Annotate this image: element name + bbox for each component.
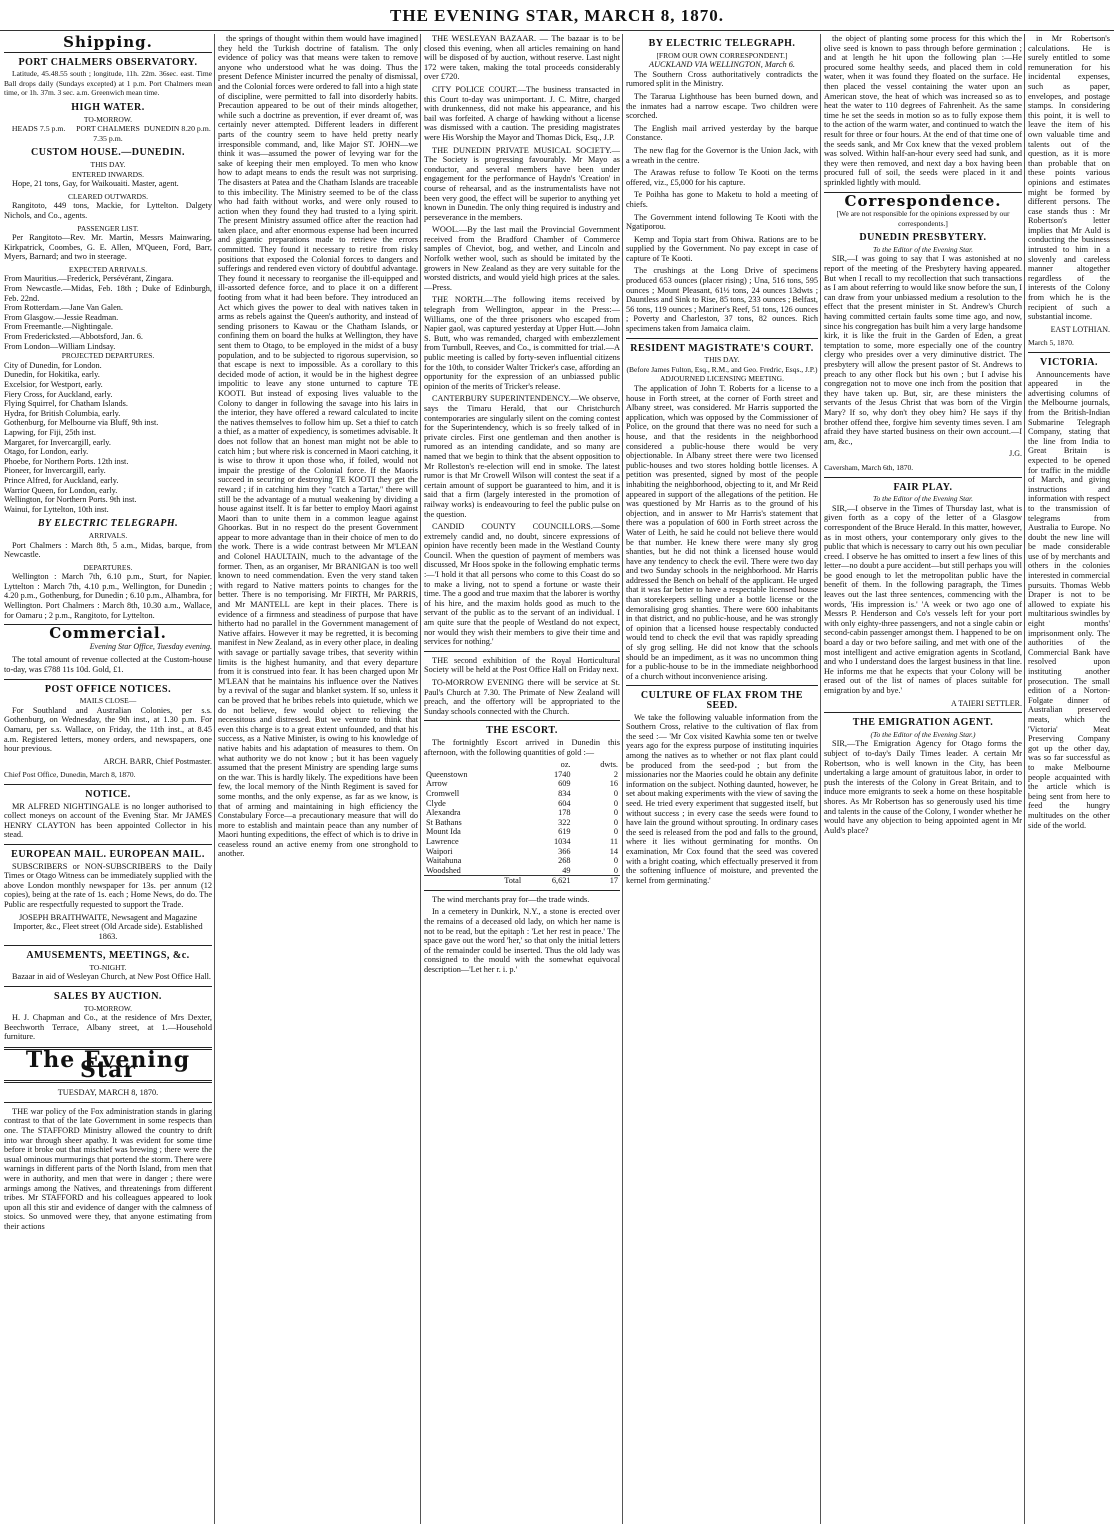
- cell: St Bathans: [426, 817, 462, 827]
- court-before: (Before James Fulton, Esq., R.M., and Geo. Fredric, Esqs., J.P.): [626, 364, 818, 374]
- victoria-text: Announcements have appeared in the advertising columns of the Melbourne journals, from the British-Indian Submarine Telegraph Company, stating that the line from India to Great Britain is expected to be opened for traffic in the middle of March, and giving instructions and information with respect to the transmission of telegrams from Australia to Europe. No doubt the new line will be made considerable use of by merchants and others in the colonies interested in commercial pursuits. Thomas Webb Draper is not to be allowed to expiate his multitarious swindles by eight months' imprisonment only. The authorities of the Commercial Bank have resolved upon instituting another prosecution. The small edition of a Norton-Folgate dinner of Australian preserved meats, which the 'Victoria' Meat Preserving Company got up the other day, was so far successful as to make Melbourne people acquainted with the article which is being sent from here to feed the hungry multitudes on the other side of the world.: [1028, 369, 1110, 830]
- list-item: Flying Squirrel, for Chatham Islands.: [4, 399, 128, 409]
- high-water-heading: HIGH WATER.: [71, 101, 145, 113]
- amusements-heading: AMUSEMENTS, MEETINGS, &c.: [26, 950, 190, 962]
- cell: 16: [609, 779, 618, 789]
- list-item: Margaret, for Invercargill, early.: [4, 437, 111, 447]
- cleared-text: Rangitoto, 449 tons, Mackie, for Lyttelton. Dalgety Nichols, and Co., agents.: [4, 201, 212, 220]
- emigration-heading: THE EMIGRATION AGENT.: [852, 717, 994, 729]
- cell: 604: [558, 798, 571, 808]
- correspondence-heading: Correspondence.: [844, 191, 1002, 210]
- column-1: [4, 34, 212, 1524]
- table-row: [424, 770, 620, 780]
- news-canterbury: CANTERBURY SUPERINTENDENCY.—We observe, says the Timaru Herald, that our Christchurch contemporaries are singularly silent on the coming contest for the Superintendency, which is so freely talked of in private circles. First one gentleman and then another is rumored as an intending candidate, and so many are named that we begin to think that the absent opposition to Mr Rolleston's re-election will end in smoke. The latest rumor is that Mr Crowell Wilson will contest the seat if a certain amount of support be guaranteed to him, and it is said that a firm (largely interested in the promotion of railway works) is endeavouring to feel the public pulse on the question.: [424, 394, 620, 519]
- expected-list: [4, 274, 212, 351]
- divider: [626, 338, 818, 339]
- telegram-item: Kemp and Topia start from Ohiwa. Rations are to be supplied by the Government. No pay except in case of capture of Te Kooti.: [626, 234, 818, 263]
- column-rule: [622, 34, 623, 1524]
- flax-text: We take the following valuable information from the Southern Cross, relative to the cultivation of flax from the seed :— 'Mr Cox visited Kawhia some ten or twelve years ago for the express purpose of instituting inquiries among the natives as to whether or not flax plant could be produced from the seed-pod ; but from the missionaries nor the Maories could he obtain any definite information on the subject. Nothing daunted, however, he set about making experiments with the view of saving the seed. He tried every experiment that suggested itself, but without success ; in every case the seeds were found to have lain the ground without sprouting. In ordinary cases the seed is released from the pod and falls to the ground, where it lies without germinating for months. On examination, Mr Cox found that the seed was covered with a bright coating, which effectually preserved it from the softening influence of moisture, and prevented the kernel from germinating.': [626, 712, 818, 885]
- list-item: From Glasgow.—Jessie Readman.: [4, 312, 119, 322]
- table-row: [424, 827, 620, 837]
- list-item: Gothenburg, for Melbourne via Bluff, 9th inst.: [4, 418, 159, 428]
- column-rule: [820, 34, 821, 1524]
- presbytery-signature: J.G.: [1009, 449, 1022, 459]
- list-item: From Rotterdam.—Jane Van Galen.: [4, 303, 123, 313]
- cell: 0: [613, 808, 618, 818]
- divider: [4, 945, 212, 946]
- column-2: [218, 34, 418, 1524]
- list-item: From Newcastle.—Midas, Feb. 18th ; Duke of Edinburgh, Feb. 22nd.: [4, 284, 212, 303]
- cell: 609: [558, 779, 571, 789]
- sales-heading: SALES BY AUCTION.: [54, 991, 162, 1003]
- news-candid: CANDID COUNTY COUNCILLORS.—Some extremely candid and, no doubt, sincere expressions of opinion have recently been made in the Westland County Council. When the question of payment of members was discussed, Mr Hoos spoke in the following emphatic terms :—'I hold it that all persons who come to this Coast do so to make a living, not to spend a fortune or waste their time. The a good and true maxim that the laborer is worthy of his hire, and the maxim holds good as much to the servant of the public as to the servant of an individual. I am quite sure that the people of Westland do not expect, nor would they wish their members to give their time and services for nothing.': [424, 522, 620, 647]
- auckland-dateline: AUCKLAND VIA WELLINGTON, March 6.: [649, 60, 795, 70]
- cell: 0: [613, 788, 618, 798]
- column-rule: [1024, 34, 1025, 1524]
- post-heading: POST OFFICE NOTICES.: [44, 683, 172, 695]
- table-row: [424, 818, 620, 828]
- tel-arrivals-heading: ARRIVALS.: [88, 530, 128, 540]
- telegram-item: Te Poihha has gone to Maketu to hold a meeting of chiefs.: [626, 190, 818, 209]
- date-line: TUESDAY, MARCH 8, 1870.: [57, 1088, 159, 1098]
- shipping-heading: Shipping.: [63, 34, 153, 51]
- tide-dunedin: DUNEDIN 8.20 p.m.: [143, 124, 211, 134]
- news-wind: The wind merchants pray for—the trade winds.: [432, 894, 590, 904]
- list-item: Fiery Cross, for Auckland, early.: [4, 389, 113, 399]
- list-item: Prince Alfred, for Auckland, early.: [4, 475, 119, 485]
- tide-table: [4, 124, 212, 143]
- cell: 6,621: [551, 876, 571, 886]
- european-signature: JOSEPH BRAITHWAITE, Newsagent and Magazine Importer, &c., Fleet street (Old Arcade side). Established 1863.: [13, 912, 203, 941]
- projected-list: [4, 361, 212, 515]
- divider: [424, 720, 620, 721]
- court-sub: ADJOURNED LICENSING MEETING.: [660, 374, 784, 384]
- table-total: [424, 876, 620, 886]
- telegram-item: The new flag for the Governor is the Union Jack, with a wreath in the centre.: [626, 145, 818, 165]
- emigration-to: (To the Editor of the Evening Star.): [870, 729, 976, 739]
- fair-play-to: To the Editor of the Evening Star.: [873, 494, 973, 504]
- cell: Queenstown: [426, 769, 468, 779]
- escort-heading: THE ESCORT.: [486, 725, 558, 737]
- tomorrow: TO-MORROW.: [83, 1003, 133, 1013]
- custom-heading: CUSTOM HOUSE.—DUNEDIN.: [31, 147, 185, 159]
- telegram-item: The Arawas refuse to follow Te Kooti on the terms offered, viz., £5,000 for his capture.: [626, 168, 818, 187]
- news-musical: THE DUNEDIN PRIVATE MUSICAL SOCIETY.—The Society is progressing favourably. Mr Mayo as conductor, and several members have been under engagement for the performance of Haydn's 'Creation' in course of rehearsal, and as the instrumentalists have not been very good, the effect will be superior to anything yet known in Dunedin. The only thing required is industry and perseverance in the members.: [424, 145, 620, 222]
- fair-play-signature: A TAIERI SETTLER.: [951, 698, 1022, 708]
- fair-play-heading: FAIR PLAY.: [893, 481, 953, 493]
- cell: 2: [613, 769, 618, 779]
- table-header: [424, 760, 620, 770]
- divider: [4, 679, 212, 680]
- expected-heading: EXPECTED ARRIVALS.: [68, 264, 148, 274]
- masthead-title: THE EVENING STAR, MARCH 8, 1870.: [390, 6, 724, 25]
- cleared-outwards: CLEARED OUTWARDS.: [68, 191, 148, 201]
- notice-text: MR ALFRED NIGHTINGALE is no longer authorised to collect moneys on account of the Evening Star. Mr JAMES HENRY CLAYTON has been appointed Collector in his stead.: [4, 801, 212, 840]
- list-item: From London—William Lindsay.: [4, 341, 116, 351]
- list-item: Dunedin, for Hokitika, early.: [4, 370, 100, 380]
- divider: [4, 986, 212, 987]
- news-wool: WOOL.—By the last mail the Provincial Government received from the Bradford Chamber of Commerce samples of Cheviot, bog, and wether, and Lincoln and Norfolk wether wool, such as should be imitated by the growers in New Zealand as they are very suitable for the worsted districts, and would yield high prices at the sales.—Press.: [424, 225, 620, 292]
- post-text: For Southland and Australian Colonies, per s.s. Gothenburg, on Wednesday, the 9th inst., at 1.30 p.m. For Oamaru, per s.s. Wallace, on Friday, the 11th inst., at 8.45 a.m. Registered letters, money orders, and newspapers, one hour previous.: [4, 705, 212, 754]
- post-signature: ARCH. BARR, Chief Postmaster.: [103, 756, 212, 766]
- cell: Alexandra: [426, 808, 461, 818]
- column-3: [424, 34, 620, 1524]
- telegraph-sub: [FROM OUR OWN CORRESPONDENT.]: [656, 50, 788, 60]
- court-text: The application of John T. Roberts for a license to a house in Forth street, at the corner of Forth street and Albany street, was considered. Mr Harris supported the application, which was opposed by the Commissioner of Police, on the ground that there was no need for such a house, and that the residents in the neighborhood considered a public-house there would be very objectionable. In Albany street there were two licensed public-houses and two stores holding bottle licenses. A petition was presented, signed by most of the people inhabiting the neighborhood, objecting to it, and Mr Reid appeared in support of the allegations of the petition. He was questioned by Mr Harris as to the ground of his objection, and in answer to Mr Harris's statement that there was a population of 600 in Forth street across the Water of Leith, he said he could not believe there would be that number. He knew there were many sly grog shanties, but he did not think a licensed house would have any tendency to check the evil. There were two day and two Sunday schools in the neighborhood. Mr Harris addressed the Bench on behalf of the applicant. He urged that it was far better to have a respectable licensed house than storekeepers selling under a bottle license or the demoralising grog shanties. There were 600 inhabitants in that district, and no public-house, and he was strongly of opinion that a licensed house respectably conducted would tend to check the evil that was rapidly spreading of sly grog selling. He did not know that the schools should be an impediment, as it was no uncommon thing for a public-house to be in the immediate neighborhood of a church without inconvenience arising.: [626, 384, 818, 681]
- cell: 0: [613, 798, 618, 808]
- this-day: THIS DAY.: [90, 159, 126, 169]
- news-cemetery: In a cemetery in Dunkirk, N.Y., a stone is erected over the remains of a deceased old lady, on which her name is not to be read, but the epitaph : 'Let her rest in peace.' The space gave out the word 'her,' so that only the initial letters of the remainder could be inserted. Thus the old lady was consigned to the mould with the somewhat equivocal description—'Let her r. i. p.': [424, 907, 620, 975]
- european-text: SUBSCRIBERS or NON-SUBSCRIBERS to the Daily Times or Otago Witness can be immediately supplied with the above London monthly newspaper for 13s. per annum (12 copies), being at the rate of 1s. each ; Home News, do do. The Public are respectfully requested to support the Trade.: [4, 861, 212, 909]
- fair-play-text: SIR,—I observe in the Times of Thursday last, what is given forth as a copy of the letter of a Glasgow correspondent of the Bruce Herald. In this matter, however, as in most others, your contemporary only gives to the public that which is necessary to carry out his own peculiar creed. I observe he has omitted to insert a few lines of this letter—no doubt a pure accident—but still perhaps you will be good enough to let the metropolitan public have the benefit of them. In the following paragraph, the Times leaves out the last three sentences, commencing with the words, 'His impression is.' 'A week or two ago one of Messrs P. Henderson and Co's vessels left for your port with only eighty-three passengers, and not a single cabin or second-cabin passenger amongst them. I happened to be on board a day or two before sailing, and met with one of the most intelligent and active emigration agents in Scotland, and who I understand does the largest business in that line. He informs me that he expects that your Colony will be erased out of the list of names of places suitable for emigration by and bye.': [824, 503, 1022, 695]
- telegram-item: The Government intend following Te Kooti with the Ngatiporou.: [626, 212, 818, 232]
- tonight: TO-NIGHT.: [89, 962, 127, 972]
- news-service: TO-MORROW EVENING there will be service at St. Paul's Church at 7.30. The Primate of New Zealand will preach, and the offertory will be appropriated to the Sunday schools connected with the Church.: [424, 678, 620, 716]
- leader-continued: the springs of thought within them would have imagined they held the Turkish doctrine of fatalism. The only evidence of policy was that means were taken to remove anyone who understood what he was doing. Thus the present Defence Minister incurred the penalty of dismissal, and the Colonial forces were ordered to fall into a high state of discipline, were permitted to fall into disorderly habits. Precaution appeared to be out of their minds altogether, while such a doctrine as prevention, if ever dreamt of, was certainly never attempted. Different leaders in different parts of the country seem to have held pretty nearly irresponsible command, and, like Major ST. JOHN—we think it was—assumed the power of levying war for the sake of keeping their men employed. To men who know how to adapt means to ends the result was not surprising. The disasters at Patea and the Chatham Islands are traceable to this imbecility. The Ministry seemed to be of the class who had faith without works, and were only roused to action when they found they had trusted to a lying spirit. The present Ministry assumed office after the reaction had taken place, and after enormous expense had been incurred and gigantic preparations made to retrieve the errors committed. They found it necessary to retire from risky positions that exposed the Colonial forces to dangers and sufferings and rendered even victory of doubtful advantage. They found it necessary to reorganise the ill-equipped and ill-assorted defence force, and to place it on a different footing from what it had been before. They introduced an Act which gives the power to deal with natives taken in arms as rebels against the Queen's authority, and instead of sending prisoners to Kawau or the Chatham Islands, or confining them on board the hulks at Wellington, they have sent them to Otago, to be employed in the midst of a busy population, and to be subjected to rigorous supervision, so that escape is next to impossible. As a corollary to this decided mode of action, it would be in the highest degree impolitic to leave any stone unturned to capture TE KOOTI. But instead of exposing lives valuable to the Colony to danger in following the savage into his lairs in the interior, they have offered a reward calculated to incite the natives themselves to follow him up. Set a thief to catch a thief, as a matter of expediency, is sometimes advisable. It does not follow that an honest man might not be able to catch him ; but where risk is concerned in Maori catching, it is wise to throw it upon those who, if foiled, would not impair the prestige of the Colonial force. If the Maoris succeed in securing or destroying TE KOOTI they get the reward ; if in catching him they "catch a Tartar," there will still be the advantage of a mutual weakening by dividing a house against itself. It is far better to employ Maori against Maori than to unite them in a common league against Ghoorkas. But in no respect do the present Government appear to more advantage than in their choice of men to do the work. There is a wide contrast between Mr M'LEAN and Colonel HAULTAIN, much to the advantage of the former. Then, as an organiser, Mr BRANIGAN is too well known to need commendation. Even the very stand taken with regard to Native matters points to changes for the better. There is no temporising. Mr FIRTH, Mr PARRIS, and Mr MANTELL are kept in their places. There is evidence of a firmness and steadiness of purpose that have hitherto had no parallel in the Government management of Native affairs. However it may be regretted, it is becoming manifest in New Zealand, as in every other place, in dealing with savage or partially savage tribes, that severity within limits is the highest humanity, and that every departure from it is construed into fear. It has been charged upon Mr M'LEAN that he maintains his influence over the Natives by a revival of the sugar and blanket system. If so, unless it can be proved that he bribes rebels into quietude, which we do not believe, few would object to relieving the necessitous and distressed. But we venture to think that even this charge is to a great extent unfounded, and that his success, as a Native Minister, is owing to his knowledge of native habits and his adaptation of measures to them. On what authority we do not know ; but it has been vaguely assumed that the present Ministry are spending large sums on the war. This is hardly likely. The expeditions have been few, the local memory of the Ninth Regiment is saved for some months, and the only expense, as far as we know, is that of arming and maintaining in high efficiency the Constabulary Force—a precautionary measure that will do more to establish and maintain peace than any number of Maori hunting expeditions, the effect of which is to drive in ceaseless round an active enemy from one stronghold to another.: [218, 34, 418, 859]
- divider: [626, 685, 818, 686]
- news-north: THE NORTH.—The following items received by telegraph from Wellington, appear in the Press:—Williams, one of the three prisoners who escaped from Napier gaol, was captured yesterday at Upper Hutt.—John S. Butt, who was remanded, charged with embezzlement from Turnbull, Reeves, and Co., is committed for trial.—A public meeting is called by forty-seven influential citizens for the 10th, to consider Walter Tricker's case, affording an opportunity for the expression of an unbiassed public opinion of the merits of Tricker's release.: [424, 295, 620, 391]
- tel-departures-heading: DEPARTURES.: [83, 562, 133, 572]
- amusements-text: Bazaar in aid of Wesleyan Church, at New Post Office Hall.: [12, 972, 212, 982]
- table-row: [424, 866, 620, 876]
- cell: Waitahuna: [426, 856, 462, 866]
- passenger-heading: PASSENGER LIST.: [77, 223, 139, 233]
- cell: Total: [504, 876, 522, 886]
- cell: Arrow: [426, 779, 448, 789]
- european-heading: EUROPEAN MAIL. EUROPEAN MAIL.: [11, 848, 205, 860]
- entered-text: Hope, 21 tons, Gay, for Waikouaiti. Master, agent.: [12, 179, 179, 189]
- presbytery-text: SIR,—I was going to say that I was astonished at no report of the meeting of the Presbytery having appeared. But when I recall to my recollection that such transactions as I am about referring to would like snow before the sun, I can draw from your unbiassed medium a resolution to the effect that the present minister in St. Andrew's Church having committed certain faults some time ago, and now, since his congregation has built him a very large handsome kirk, it is like the fruit in the Garden of Eden, a great temptation to some, more especially one of the country clergy who presides over a very diminutive district. The presbytery will allow the present pastor of St. Andrews to preach to any other flock but his own ; but I advise his congregation not to move one inch from the position that they have taken up. But, sir, are these ministers the servants of the Jesus Christ that was born of the Virgin Mary? If so, why don't they obey him? He says if thy brother offend thee, forgive him seventy times seven. I am afraid they have started business on their own account.—I am, &c.,: [824, 254, 1022, 446]
- entered-inwards: ENTERED INWARDS.: [71, 169, 145, 179]
- gold-table: [424, 760, 620, 886]
- observatory-text: Latitude, 45.48.55 south ; longitude, 11h. 22m. 36sec. east. Time Ball drops daily (Sundays excepted) at 1 p.m. Port Chalmers mean time, or 1h. 37m. 3 sec. a.m. Greenwich mean time.: [4, 69, 212, 98]
- commercial-heading: Commercial.: [49, 624, 167, 643]
- paper-title: The Evening Star: [25, 1047, 191, 1083]
- telegram-item: The Southern Cross authoritatively contradicts the rumored split in the Ministry.: [626, 69, 818, 89]
- cell: 366: [558, 846, 571, 856]
- notice-heading: NOTICE.: [85, 788, 131, 800]
- list-item: From Fredericksted.—Abbotsford, Jan. 6.: [4, 332, 143, 342]
- leader-text: THE war policy of the Fox administration stands in glaring contrast to that of the late Government in some respects than one. The STAFFORD Ministry allowed the country to drift into war through sheer apathy. It was evident for some time before it broke out that mischief was brewing ; there were the usual ominous murmurings that portend the storm. There were warnings in different parts of the North Island, from men that were in authority, and men that were in danger ; there were armings among the Natives, and threatenings from different tribes. Mr STAFFORD and his colleagues appeared to look upon all this stir and evidence of danger with the calmness of stoics. So unmoved were they, that anyone estimating from their actions: [4, 1106, 212, 1231]
- flax-heading: CULTURE OF FLAX FROM THE SEED.: [640, 690, 804, 711]
- presbytery-date: Caversham, March 6th, 1870.: [824, 462, 914, 472]
- cell: Cromwell: [426, 788, 460, 798]
- divider: [4, 52, 212, 53]
- cell: 322: [558, 817, 571, 827]
- list-item: Otago, for London, early.: [4, 447, 89, 457]
- cell: 0: [613, 817, 618, 827]
- list-item: Warrior Queen, for London, early.: [4, 485, 118, 495]
- divider: [4, 1102, 212, 1103]
- cell: 178: [558, 808, 571, 818]
- divider: [424, 651, 620, 652]
- divider: [4, 784, 212, 785]
- table-row: [424, 808, 620, 818]
- news-horticultural: THE second exhibition of the Royal Horticultural Society will be held at the Post Office Hall on Friday next.: [424, 655, 620, 675]
- cell: 268: [558, 856, 571, 866]
- list-item: Wellington, for Northern Ports. 9th inst.: [4, 495, 137, 505]
- telegraph-heading: BY ELECTRIC TELEGRAPH.: [37, 518, 179, 530]
- cell: 0: [613, 827, 618, 837]
- table-row: [424, 799, 620, 809]
- list-item: Lapwing, for Fiji, 25th inst.: [4, 427, 96, 437]
- tide-heads: HEADS 7.5 p.m.: [11, 124, 66, 134]
- commercial-office: Evening Star Office, Tuesday evening.: [89, 641, 212, 651]
- cell: 0: [613, 856, 618, 866]
- cell: Mount Ida: [426, 827, 461, 837]
- court-heading: RESIDENT MAGISTRATE'S COURT.: [630, 342, 814, 354]
- mails-close: MAILS CLOSE—: [79, 696, 137, 706]
- divider: [824, 477, 1022, 478]
- cell: 1034: [553, 836, 571, 846]
- telegram-item: The crushings at the Long Drive of specimens produced 653 ounces (placer rising) ; Una, 516 tons, 595 ounces ; Mount Pleasant, 61½ tons, 24 ounces 13dwts ; Dauntless and Sink to Rise, 85 tons, 233 ounces ; Belfast, 56 tons, 119 ounces ; Mariner's Reef, 51 tons, 126 ounces ; Poverty and Charleston, 37 tons, 82 ounces. Rich specimens taken from Jamaica claim.: [626, 266, 818, 334]
- telegram-item: The Tararua Lighthouse has been burned down, and the inmates had a narrow escape. Two children were scorched.: [626, 91, 818, 121]
- table-row: [424, 856, 620, 866]
- list-item: Wainui, for Lyttelton, 10th inst.: [4, 504, 109, 514]
- divider: [824, 712, 1022, 713]
- table-row: [424, 837, 620, 847]
- cell: Woodshed: [426, 865, 461, 875]
- column-rule: [420, 34, 421, 1524]
- telegraph-heading-2: BY ELECTRIC TELEGRAPH.: [648, 38, 796, 49]
- emigration-date: March 5, 1870.: [1028, 338, 1074, 348]
- cell: 834: [558, 788, 571, 798]
- victoria-heading: VICTORIA.: [1040, 357, 1098, 368]
- high-water-sub: TO-MORROW.: [83, 114, 133, 124]
- list-item: From Mauritius.—Frederick, Persévérant, Zingara.: [4, 274, 174, 284]
- list-item: Pioneer, for Invercargill, early.: [4, 466, 106, 476]
- presbytery-to: To the Editor of the Evening Star.: [873, 244, 973, 254]
- cell: 49: [562, 865, 571, 875]
- divider: [1028, 352, 1110, 353]
- news-bazaar: THE WESLEYAN BAZAAR. — The bazaar is to be closed this evening, when all articles remaining on hand will be disposed of by auction, without reserve. Last night 172 were taken, making the total proceeds considerably over £720.: [424, 34, 620, 82]
- list-item: From Freemantle.—Nightingale.: [4, 322, 113, 332]
- post-signature-2: Chief Post Office, Dunedin, March 8, 1870.: [4, 770, 136, 780]
- column-rule: [214, 34, 215, 1524]
- sales-text: H. J. Chapman and Co., at the residence of Mrs Dexter, Beechworth Terrace, Albany street, at 1.—Household furniture.: [4, 1013, 212, 1042]
- tel-departures-text: Wellington : March 7th, 6.10 p.m., Sturt, for Napier. Lyttelton : March 7th, 4.10 p.m., Wellington, for Dunedin ; 4.20 p.m., Gothenburg, for Dunedin ; 6.10 p.m., Alhambra, for Wellington. Port Chalmers : March 8th, 10.30 a.m., Wallace, for Oamaru ; 2 p.m., Rangitoto, for Lyttelton.: [4, 572, 212, 620]
- divider: [424, 890, 620, 891]
- masthead: [0, 0, 1114, 31]
- emigration-text: SIR,—The Emigration Agency for Otago forms the subject of to-day's Daily Times leader. A certain Mr Robertson, who is well known in the City, has been undertaking a large amount of gratuitous labor, in order to push the interests of the Colony in Great Britain, and to induce more emigrants to seek a home on these hospitable shores. As Mr Robertson has so generously used his time and talents in the cause of the Colony, I wonder whether he would have any objection to being appointed agent in Mr Auld's place?: [824, 739, 1022, 835]
- list-item: Hydra, for British Columbia, early.: [4, 408, 121, 418]
- cell: 0: [613, 865, 618, 875]
- passenger-text: Per Rangitoto—Rev. Mr. Martin, Messrs Mainwaring, Kirkpatrick, Coombes, G. E. Allen, M'Queen, Ford, Barr, Myers, Barnard; and two in steerage.: [4, 233, 212, 262]
- divider: [4, 844, 212, 845]
- cell: 619: [558, 827, 571, 837]
- cell: Lawrence: [426, 836, 459, 846]
- presbytery-heading: DUNEDIN PRESBYTERY.: [859, 232, 987, 244]
- telegram-item: The English mail arrived yesterday by the barque Constance.: [626, 123, 818, 143]
- emigration-continued: in Mr Robertson's calculations. He is surely entitled to some remuneration for his incidental expenses, such as paper, envelopes, and postage stamps. In considering this point, it is well to leave the item of his own valuable time and talents out of the question, as it is more than probable that on these points various opinions and estimates might be formed by different persons. The case stands thus : Mr Robertson's letter implies that Mr Auld is conducting the business intrusted to him in a slovenly and careless manner altogether regardless of the interests of the Colony from which he is the recipient of such a substantial income.: [1028, 34, 1110, 322]
- unit-oz: oz.: [560, 760, 571, 770]
- cell: Clyde: [426, 798, 446, 808]
- cell: Waipori: [426, 846, 453, 856]
- table-row: [424, 789, 620, 799]
- emigration-signature: EAST LOTHIAN.: [1050, 324, 1110, 334]
- list-item: Phoebe, for Northern Ports. 12th inst.: [4, 456, 129, 466]
- cell: 17: [609, 876, 618, 886]
- cell: 11: [610, 836, 618, 846]
- column-5: [824, 34, 1022, 1524]
- column-6: [1028, 34, 1110, 1524]
- tel-arrivals-text: Port Chalmers : March 8th, 5 a.m., Midas, barque, from Newcastle.: [4, 540, 212, 560]
- table-row: [424, 779, 620, 789]
- escort-text: The fortnightly Escort arrived in Dunedin this afternoon, with the following quantities of gold :—: [424, 737, 620, 757]
- projected-heading: PROJECTED DEPARTURES.: [61, 351, 155, 361]
- observatory-heading: PORT CHALMERS OBSERVATORY.: [18, 56, 198, 68]
- list-item: City of Dunedin, for London.: [4, 360, 102, 370]
- list-item: Excelsior, for Westport, early.: [4, 380, 103, 389]
- commercial-text: The total amount of revenue collected at the Custom-house to-day, was £788 11s 10d. Gold, £1.: [4, 655, 212, 675]
- cell: 14: [609, 846, 618, 856]
- flax-continued: the object of planting some process for this which the olive seed is known to pass through before germination ; and at length he hit upon the following plan :—He procured some healthy seeds, and placed them in cold water, when it was found they floated on the surface. He then placed the vessel containing the water upon an American stove, the heat of which was increased so as to heat the water to 110 degrees of Fahrenheit. As the same time he set the seeds in motion so as to fully expose them to the action of the warm water, and continued to watch the result for three or four hours. At the end of that time one of the seeds sank, and Mr Cox knew that the vexed problem was solved. Within half-an-hour every seed had sunk, and they were then removed, and next day a box having been procured full of soil, the seeds were placed in it and sprinkled lightly with mould.: [824, 34, 1022, 187]
- correspondence-note: [We are not responsible for the opinions expressed by our correspondents.]: [836, 209, 1010, 228]
- column-4: [626, 34, 818, 1524]
- unit-dwts: dwts.: [600, 760, 618, 770]
- cell: 1740: [553, 769, 571, 779]
- news-police: CITY POLICE COURT.—The business transacted in this Court to-day was unimportant. J. C. Mitre, charged with drunkenness, did not make his appearance, and his bail was forfeited. A charge of hawking without a license was dismissed with a caution. The presiding magistrates were His Worship the Mayor and Thomas Dick, Esq., J.P.: [424, 84, 620, 142]
- tide-port-chalmers: PORT CHALMERS 7.35 p.m.: [76, 124, 140, 143]
- table-row: [424, 847, 620, 857]
- court-day: THIS DAY.: [704, 355, 740, 365]
